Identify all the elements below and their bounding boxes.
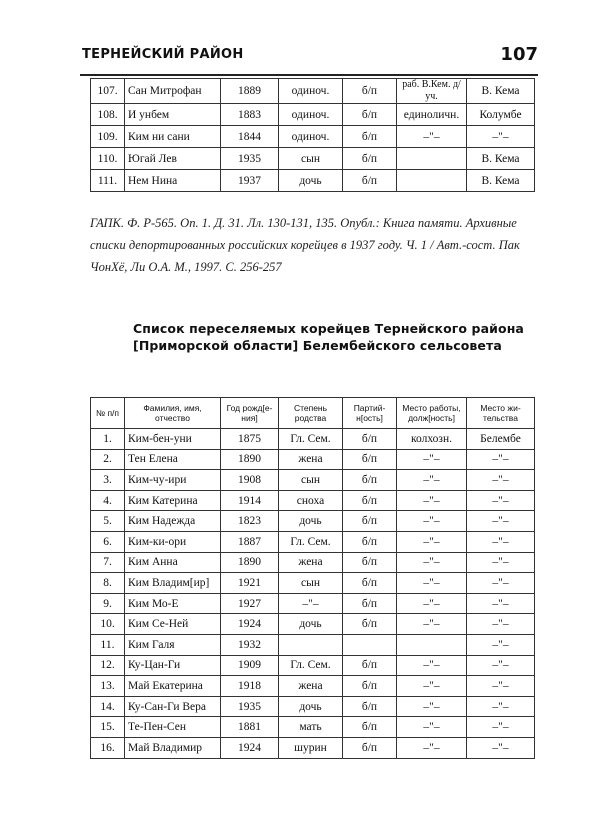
cell-birth-year: 1914 <box>221 490 279 511</box>
cell-party-status: б/п <box>343 104 397 126</box>
running-header <box>80 40 538 76</box>
table-row <box>91 490 535 511</box>
cell-kinship: сноха <box>279 490 343 511</box>
cell-birth-year: 1924 <box>221 737 279 758</box>
cell-birth-year: 1918 <box>221 676 279 697</box>
cell-row-number: 13. <box>91 676 125 697</box>
table-row <box>91 79 535 104</box>
cell-kinship: –"– <box>279 593 343 614</box>
cell-row-number: 110. <box>91 148 125 170</box>
cell-workplace <box>397 170 467 192</box>
cell-residence: В. Кема <box>467 170 535 192</box>
cell-full-name: Ким-бен-уни <box>125 429 221 450</box>
cell-party-status: б/п <box>343 696 397 717</box>
cell-kinship: жена <box>279 552 343 573</box>
continued-list-table <box>90 78 535 192</box>
cell-birth-year: 1890 <box>221 449 279 470</box>
cell-full-name: Те-Пен-Сен <box>125 717 221 738</box>
cell-full-name: Ким Галя <box>125 634 221 655</box>
table-row <box>91 573 535 594</box>
cell-kinship: дочь <box>279 614 343 635</box>
cell-row-number: 108. <box>91 104 125 126</box>
cell-birth-year: 1890 <box>221 552 279 573</box>
cell-residence: Колумбе <box>467 104 535 126</box>
cell-party-status: б/п <box>343 614 397 635</box>
cell-row-number: 3. <box>91 470 125 491</box>
cell-party-status: б/п <box>343 170 397 192</box>
cell-kinship: Гл. Сем. <box>279 655 343 676</box>
resettlement-list-table <box>90 397 535 759</box>
table-row <box>91 126 535 148</box>
table-row <box>91 170 535 192</box>
cell-party-status: б/п <box>343 655 397 676</box>
cell-residence: –"– <box>467 717 535 738</box>
cell-party-status <box>343 634 397 655</box>
cell-full-name: И унбем <box>125 104 221 126</box>
cell-birth-year: 1909 <box>221 655 279 676</box>
cell-full-name: Ким-ки-ори <box>125 531 221 552</box>
table-row <box>91 614 535 635</box>
cell-birth-year: 1935 <box>221 148 279 170</box>
cell-party-status: б/п <box>343 429 397 450</box>
cell-kinship: дочь <box>279 170 343 192</box>
cell-row-number: 7. <box>91 552 125 573</box>
cell-row-number: 11. <box>91 634 125 655</box>
table-row <box>91 449 535 470</box>
cell-full-name: Сан Митрофан <box>125 79 221 104</box>
cell-birth-year: 1935 <box>221 696 279 717</box>
cell-full-name: Югай Лев <box>125 148 221 170</box>
cell-party-status: б/п <box>343 552 397 573</box>
cell-party-status: б/п <box>343 511 397 532</box>
cell-residence: –"– <box>467 655 535 676</box>
cell-party-status: б/п <box>343 531 397 552</box>
cell-row-number: 9. <box>91 593 125 614</box>
cell-row-number: 107. <box>91 79 125 104</box>
cell-workplace: колхозн. <box>397 429 467 450</box>
cell-full-name: Ким Анна <box>125 552 221 573</box>
cell-residence: –"– <box>467 676 535 697</box>
cell-birth-year: 1908 <box>221 470 279 491</box>
cell-birth-year: 1921 <box>221 573 279 594</box>
cell-birth-year: 1924 <box>221 614 279 635</box>
table-row <box>91 104 535 126</box>
cell-kinship: жена <box>279 676 343 697</box>
cell-full-name: Ким-чу-ири <box>125 470 221 491</box>
cell-kinship: одиноч. <box>279 79 343 104</box>
cell-full-name: Май Владимир <box>125 737 221 758</box>
cell-full-name: Ким Мо-Е <box>125 593 221 614</box>
cell-row-number: 2. <box>91 449 125 470</box>
running-title: ТЕРНЕЙСКИЙ РАЙОН <box>82 47 244 62</box>
cell-row-number: 1. <box>91 429 125 450</box>
cell-residence: –"– <box>467 511 535 532</box>
cell-birth-year: 1932 <box>221 634 279 655</box>
source-citation: ГАПК. Ф. Р-565. Оп. 1. Д. 31. Лл. 130-131, 135. Опубл.: Книга памяти. Архивные списки депортированных российских корейцев в 1937 году. Ч. 1 / Авт.-сост. Пак ЧонХё, Ли О.А. М., 1997. С. 256-257 <box>90 216 520 274</box>
cell-residence: –"– <box>467 490 535 511</box>
cell-workplace: –"– <box>397 614 467 635</box>
column-header-party-status: Партий-н[ость] <box>343 398 397 429</box>
column-header-residence: Место жи-тельства <box>467 398 535 429</box>
cell-row-number: 4. <box>91 490 125 511</box>
cell-residence: –"– <box>467 573 535 594</box>
table-row <box>91 429 535 450</box>
cell-residence: –"– <box>467 126 535 148</box>
cell-birth-year: 1881 <box>221 717 279 738</box>
cell-workplace: –"– <box>397 593 467 614</box>
cell-birth-year: 1875 <box>221 429 279 450</box>
cell-kinship: жена <box>279 449 343 470</box>
cell-kinship: одиноч. <box>279 104 343 126</box>
cell-birth-year: 1823 <box>221 511 279 532</box>
cell-workplace: –"– <box>397 531 467 552</box>
cell-kinship <box>279 634 343 655</box>
cell-workplace: –"– <box>397 717 467 738</box>
cell-workplace: –"– <box>397 737 467 758</box>
column-header-birth-year: Год рожд[е-ния] <box>221 398 279 429</box>
cell-residence: –"– <box>467 696 535 717</box>
column-header-full-name: Фамилия, имя, отчество <box>125 398 221 429</box>
cell-full-name: Ким ни сани <box>125 126 221 148</box>
cell-workplace: –"– <box>397 655 467 676</box>
cell-workplace: –"– <box>397 676 467 697</box>
cell-birth-year: 1937 <box>221 170 279 192</box>
cell-workplace: единоличн. <box>397 104 467 126</box>
cell-row-number: 16. <box>91 737 125 758</box>
cell-party-status: б/п <box>343 490 397 511</box>
cell-party-status: б/п <box>343 470 397 491</box>
cell-residence: Белембе <box>467 429 535 450</box>
cell-full-name: Ким Надежда <box>125 511 221 532</box>
table-row <box>91 696 535 717</box>
cell-residence: –"– <box>467 593 535 614</box>
cell-residence: –"– <box>467 614 535 635</box>
cell-row-number: 5. <box>91 511 125 532</box>
cell-workplace <box>397 634 467 655</box>
cell-workplace: –"– <box>397 470 467 491</box>
cell-row-number: 6. <box>91 531 125 552</box>
cell-kinship: сын <box>279 573 343 594</box>
cell-workplace: –"– <box>397 696 467 717</box>
cell-workplace: раб. В.Кем. д/уч. <box>397 79 467 104</box>
table-row <box>91 737 535 758</box>
cell-residence: –"– <box>467 449 535 470</box>
cell-party-status: б/п <box>343 449 397 470</box>
cell-full-name: Тен Елена <box>125 449 221 470</box>
cell-row-number: 10. <box>91 614 125 635</box>
table-row <box>91 470 535 491</box>
cell-residence: –"– <box>467 552 535 573</box>
cell-full-name: Май Екатерина <box>125 676 221 697</box>
column-header-workplace: Место работы, долж[ность] <box>397 398 467 429</box>
cell-kinship: одиноч. <box>279 126 343 148</box>
cell-kinship: сын <box>279 148 343 170</box>
cell-row-number: 109. <box>91 126 125 148</box>
cell-party-status: б/п <box>343 717 397 738</box>
cell-workplace: –"– <box>397 573 467 594</box>
cell-birth-year: 1883 <box>221 104 279 126</box>
cell-full-name: Ку-Сан-Ги Вера <box>125 696 221 717</box>
table-row <box>91 593 535 614</box>
cell-kinship: Гл. Сем. <box>279 531 343 552</box>
cell-party-status: б/п <box>343 593 397 614</box>
table-row <box>91 148 535 170</box>
cell-kinship: сын <box>279 470 343 491</box>
cell-row-number: 8. <box>91 573 125 594</box>
cell-residence: –"– <box>467 737 535 758</box>
cell-birth-year: 1889 <box>221 79 279 104</box>
column-header-row-number: № п/п <box>91 398 125 429</box>
cell-full-name: Ким Катерина <box>125 490 221 511</box>
cell-full-name: Нем Нина <box>125 170 221 192</box>
cell-residence: –"– <box>467 531 535 552</box>
table-row <box>91 531 535 552</box>
cell-workplace: –"– <box>397 126 467 148</box>
cell-birth-year: 1927 <box>221 593 279 614</box>
cell-party-status: б/п <box>343 79 397 104</box>
cell-workplace: –"– <box>397 449 467 470</box>
table-row <box>91 655 535 676</box>
cell-full-name: Ку-Цан-Ги <box>125 655 221 676</box>
cell-full-name: Ким Владим[ир] <box>125 573 221 594</box>
page-number: 107 <box>500 44 538 65</box>
table-row <box>91 634 535 655</box>
cell-party-status: б/п <box>343 573 397 594</box>
cell-workplace: –"– <box>397 490 467 511</box>
cell-party-status: б/п <box>343 148 397 170</box>
cell-party-status: б/п <box>343 676 397 697</box>
cell-kinship: Гл. Сем. <box>279 429 343 450</box>
cell-row-number: 15. <box>91 717 125 738</box>
cell-birth-year: 1887 <box>221 531 279 552</box>
cell-row-number: 12. <box>91 655 125 676</box>
cell-kinship: дочь <box>279 511 343 532</box>
cell-kinship: мать <box>279 717 343 738</box>
table-row <box>91 717 535 738</box>
cell-residence: В. Кема <box>467 148 535 170</box>
cell-workplace: –"– <box>397 552 467 573</box>
cell-party-status: б/п <box>343 126 397 148</box>
column-header-kinship: Степень родства <box>279 398 343 429</box>
cell-full-name: Ким Се-Ней <box>125 614 221 635</box>
cell-kinship: дочь <box>279 696 343 717</box>
table-row <box>91 511 535 532</box>
cell-kinship: шурин <box>279 737 343 758</box>
cell-birth-year: 1844 <box>221 126 279 148</box>
cell-residence: –"– <box>467 634 535 655</box>
cell-party-status: б/п <box>343 737 397 758</box>
cell-row-number: 14. <box>91 696 125 717</box>
cell-row-number: 111. <box>91 170 125 192</box>
cell-residence: –"– <box>467 470 535 491</box>
cell-workplace: –"– <box>397 511 467 532</box>
table-row <box>91 676 535 697</box>
cell-residence: В. Кема <box>467 79 535 104</box>
section-title: Список переселяемых корейцев Тернейского района [Приморской области] Белембейского сельсовета <box>133 321 524 353</box>
cell-workplace <box>397 148 467 170</box>
table-row <box>91 552 535 573</box>
